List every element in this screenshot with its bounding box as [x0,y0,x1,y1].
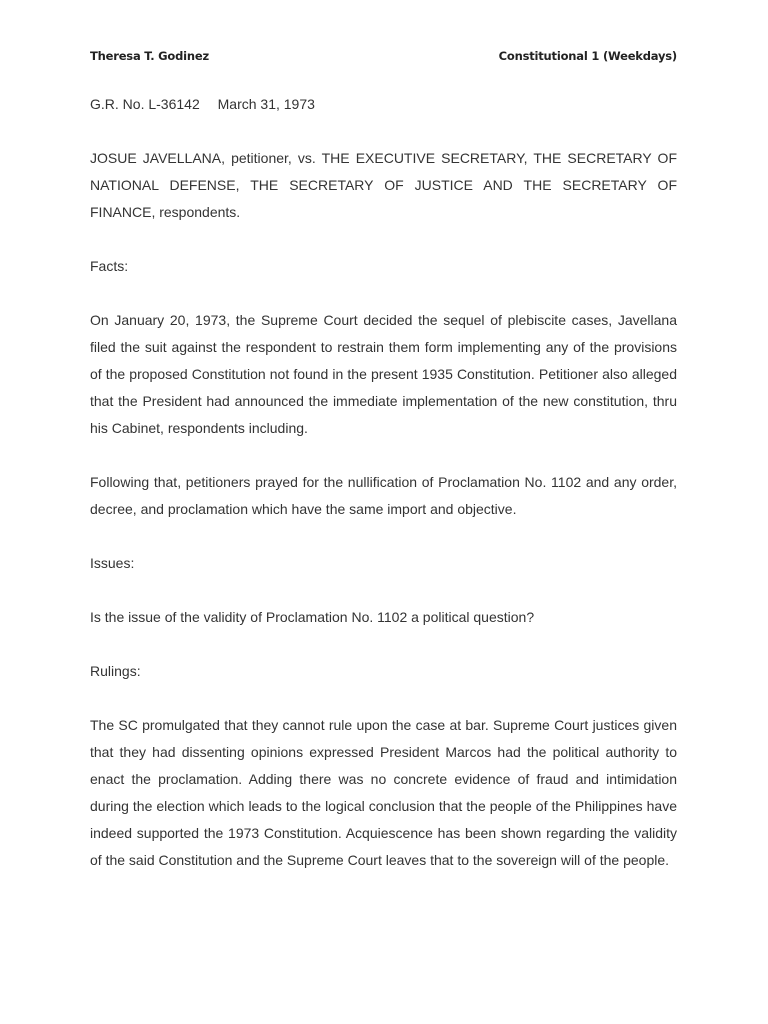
facts-heading: Facts: [90,258,129,274]
rulings-heading: Rulings: [90,663,141,679]
case-date: March 31, 1973 [217,96,315,112]
issues-heading: Issues: [90,555,135,571]
facts-paragraph-1: On January 20, 1973, the Supreme Court decided the sequel of plebiscite cases, Javellana filed the suit against the respondent to restrain them form implementing any of the provisions of the proposed Constitution not found in the present 1935 Constitution. Petitioner also alleged that the President had announced the immediate implementation of the new constitution, thru his Cabinet, respondents including. [90,312,677,436]
facts-paragraph-2: Following that, petitioners prayed for the nullification of Proclamation No. 1102 and any order, decree, and proclamation which have the same import and objective. [90,474,677,517]
case-parties: JOSUE JAVELLANA, petitioner, vs. THE EXECUTIVE SECRETARY, THE SECRETARY OF NATIONAL DEFENSE, THE SECRETARY OF JUSTICE AND THE SECRETARY OF FINANCE, respondents. [90,150,677,220]
page-header [90,48,677,64]
rulings-text: The SC promulgated that they cannot rule upon the case at bar. Supreme Court justices given that they had dissenting opinions expressed President Marcos had the political authority to enact the proclamation. Adding there was no concrete evidence of fraud and intimidation during the election which leads to the logical conclusion that the people of the Philippines have indeed supported the 1973 Constitution. Acquiescence has been shown regarding the validity of the said Constitution and the Supreme Court leaves that to the sovereign will of the people. [90,717,677,868]
case-gr-number: G.R. No. L-36142 [90,96,200,112]
header-course: Constitutional 1 (Weekdays) [498,49,677,63]
document-body [90,91,677,874]
case-number-line [90,91,677,118]
issues-text: Is the issue of the validity of Proclamation No. 1102 a political question? [90,609,535,625]
header-author: Theresa T. Godinez [90,49,209,63]
